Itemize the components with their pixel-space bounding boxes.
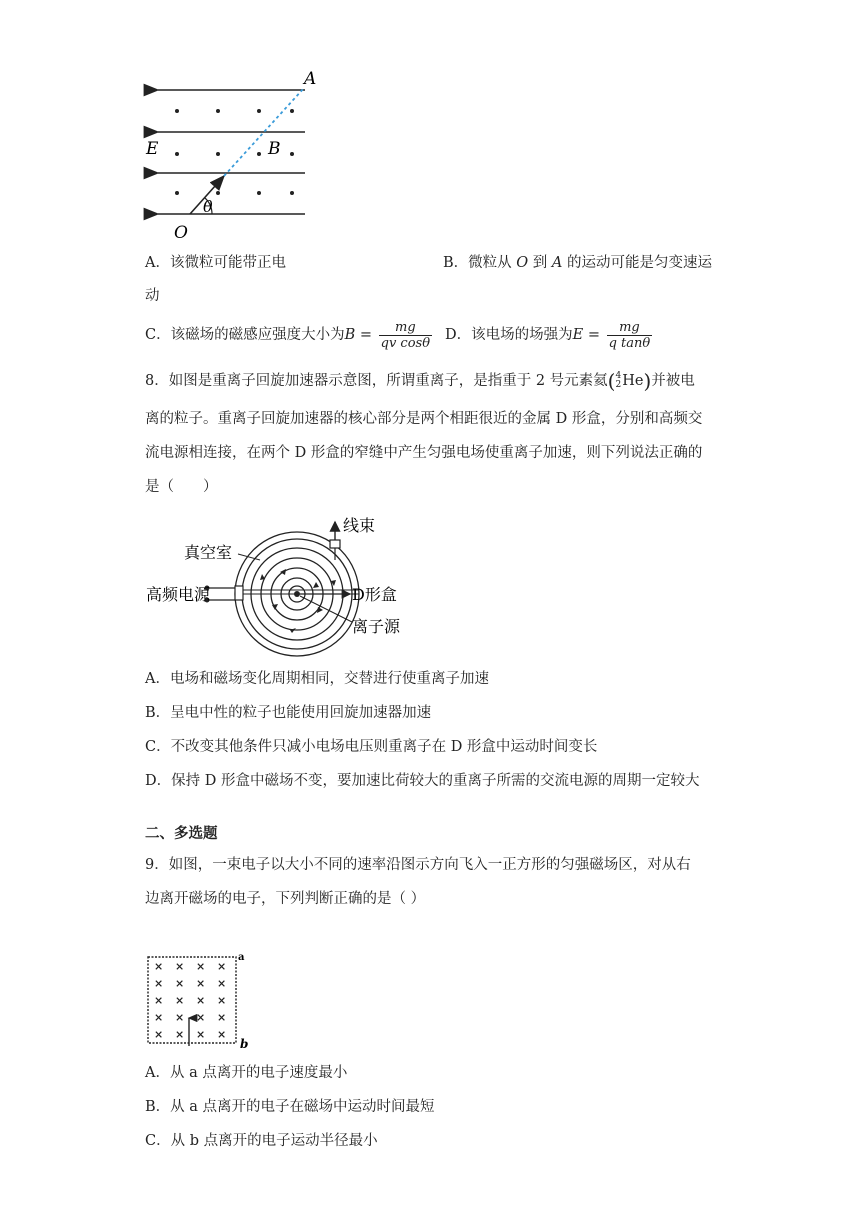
svg-text:×: × — [196, 1011, 206, 1024]
q7-option-b-wrap: 动 — [145, 288, 160, 304]
svg-text:×: × — [196, 977, 206, 990]
svg-text:×: × — [217, 1028, 227, 1041]
label-b: b — [240, 1037, 249, 1050]
label-A: A — [304, 69, 317, 89]
q7-option-c-eq: = — [355, 327, 377, 343]
q7-option-b-A: A — [551, 255, 563, 271]
svg-text:×: × — [217, 977, 227, 990]
svg-text:×: × — [217, 994, 227, 1007]
q9-option-b: B．从 a 点离开的电子在磁场中运动时间最短 — [145, 1099, 435, 1115]
q9-option-c: C．从 b 点离开的电子运动半径最小 — [145, 1133, 378, 1149]
svg-text:×: × — [175, 960, 185, 973]
svg-text:×: × — [217, 1011, 227, 1024]
q8-isotope-symbol: He — [622, 373, 644, 389]
label-beam: 线束 — [343, 516, 376, 535]
q7-option-b-mid: 到 — [528, 255, 552, 271]
q8-stem-line1: 8．如图是重离子回旋加速器示意图，所谓重离子，是指重于 2 号元素氦( 4 2 He)并被电 — [145, 369, 695, 393]
label-ion-source: 离子源 — [352, 617, 401, 636]
label-vacuum: 真空室 — [184, 543, 233, 562]
q8-option-d: D．保持 D 形盒中磁场不变，要加速比荷较大的重离子所需的交流电源的周期一定较大 — [145, 773, 700, 789]
section-title: 二、多选题 — [145, 826, 218, 842]
svg-text:×: × — [154, 1028, 164, 1041]
q7-option-c — [145, 318, 434, 352]
q8-stem-line2: 离的粒子。重离子回旋加速器的核心部分是两个相距很近的金属 D 形盒，分别和高频交 — [145, 411, 703, 427]
q8-stem-line3: 流电源相连接，在两个 D 形盒的窄缝中产生匀强电场使重离子加速，则下列说法正确的 — [145, 445, 703, 461]
square-field-diagram — [142, 950, 254, 1050]
q9-stem-line1: 9．如图，一束电子以大小不同的速率沿图示方向飞入一正方形的匀强磁场区，对从右 — [145, 857, 691, 873]
svg-text:×: × — [196, 960, 206, 973]
beam-exit-box — [330, 540, 340, 548]
q7-option-c-den: qv cosθ — [380, 335, 431, 351]
svg-text:×: × — [154, 960, 164, 973]
q8-isotope-mass: 4 — [615, 371, 622, 381]
q7-option-d-num: mg — [607, 320, 653, 336]
field-diagram — [140, 68, 330, 244]
q9-option-a: A．从 a 点离开的电子速度最小 — [145, 1065, 348, 1081]
q8-option-b: B．呈电中性的粒子也能使用回旋加速器加速 — [145, 705, 432, 721]
q7-option-a: A．该微粒可能带正电 — [145, 255, 286, 271]
label-d-box: D形盒 — [352, 585, 397, 604]
q8-option-a: A．电场和磁场变化周期相同，交替进行使重离子加速 — [145, 671, 489, 687]
q7-option-d-prefix: D．该电场的场强为 — [445, 327, 573, 343]
q8-option-c: C．不改变其他条件只减小电场电压则重离子在 D 形盒中运动时间变长 — [145, 739, 598, 755]
label-B: B — [268, 139, 281, 159]
svg-text:×: × — [217, 960, 227, 973]
q8-isotope-number: 2 — [615, 380, 622, 390]
q8-stem-line1-suffix: 并被电 — [651, 373, 695, 389]
q7-option-d — [445, 318, 654, 352]
q7-option-c-var: B — [344, 327, 356, 343]
q7-option-d-den: q tanθ — [608, 335, 651, 351]
q7-option-b-prefix: B．微粒从 — [443, 255, 517, 271]
label-a: a — [238, 952, 245, 963]
q8-stem-line1-prefix: 8．如图是重离子回旋加速器示意图，所谓重离子，是指重于 2 号元素氦 — [145, 373, 608, 389]
electrode-box — [235, 586, 243, 600]
q7-option-b-suffix: 的运动可能是匀变速运 — [562, 255, 712, 271]
q7-option-b — [443, 253, 712, 273]
svg-text:×: × — [196, 1028, 206, 1041]
cyclotron-diagram — [140, 510, 420, 660]
svg-text:×: × — [175, 1028, 185, 1041]
svg-text:×: × — [196, 994, 206, 1007]
q8-isotope — [615, 372, 621, 390]
label-O: O — [174, 223, 188, 243]
q7-option-c-fraction — [379, 320, 432, 351]
svg-text:×: × — [154, 977, 164, 990]
label-hf-source: 高频电源 — [146, 585, 211, 604]
q9-stem-line2: 边离开磁场的电子，下列判断正确的是（ ） — [145, 891, 426, 907]
q8-stem-line4: 是（ ） — [145, 479, 218, 495]
q7-option-d-fraction — [607, 320, 653, 351]
label-E: E — [146, 139, 159, 159]
label-theta: θ — [203, 197, 213, 216]
q7-option-b-O: O — [516, 255, 529, 271]
svg-text:×: × — [154, 994, 164, 1007]
q7-option-c-prefix: C．该磁场的磁感应强度大小为 — [145, 327, 345, 343]
q7-option-d-eq: = — [583, 327, 605, 343]
svg-text:×: × — [175, 994, 185, 1007]
svg-text:×: × — [154, 1011, 164, 1024]
svg-text:×: × — [175, 1011, 185, 1024]
q7-option-c-num: mg — [379, 320, 432, 336]
svg-text:×: × — [175, 977, 185, 990]
q7-option-d-var: E — [572, 327, 584, 343]
field-crosses — [154, 960, 226, 1041]
